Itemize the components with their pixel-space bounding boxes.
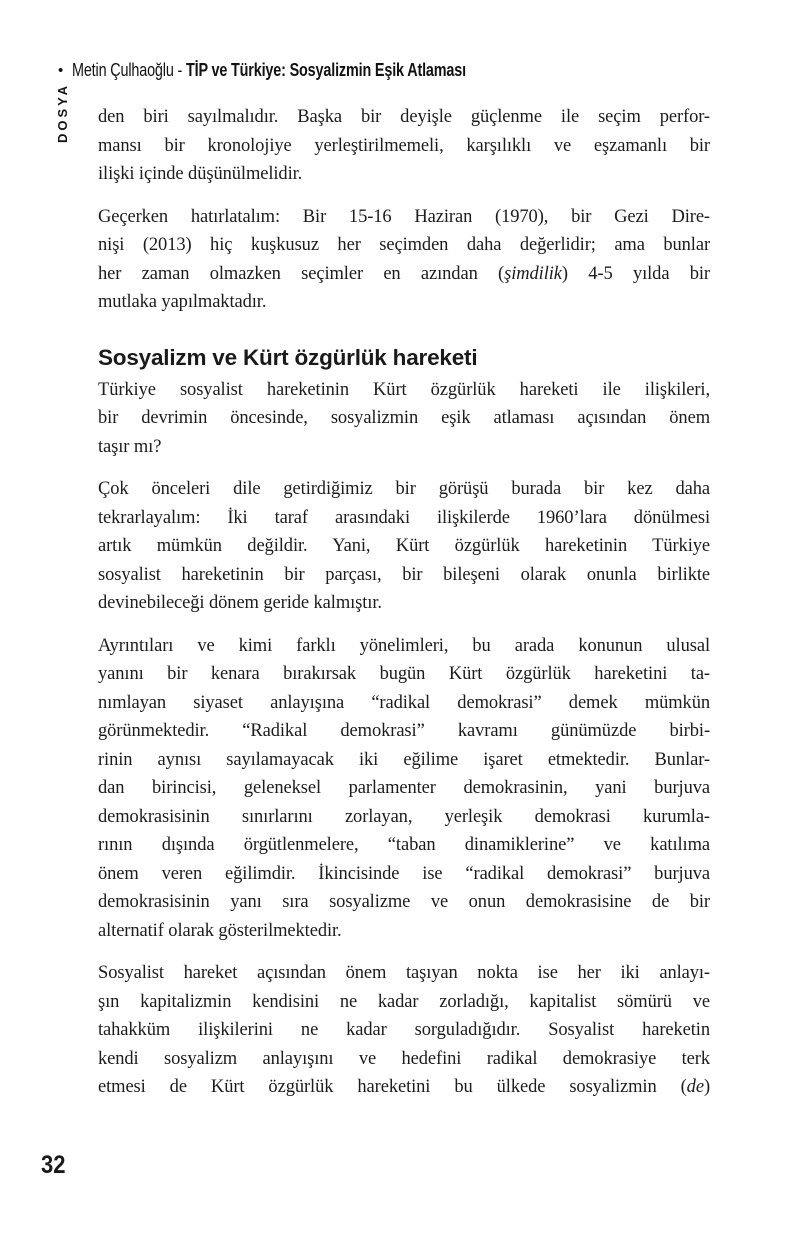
- text-line: görünmektedir. “Radikal demokrasi” kavramı günümüzde birbi-: [98, 721, 710, 741]
- running-header: [58, 61, 565, 80]
- text-line: Geçerken hatırlatalım: Bir 15-16 Haziran (1970), bir Gezi Dire-: [98, 206, 710, 227]
- paragraph-1: [98, 103, 710, 189]
- text-line: etmesi de Kürt özgürlük hareketini bu ülkede sosyalizmin (de): [98, 1077, 710, 1097]
- text-line: demokrasisinin yanı sıra sosyalizme ve onun demokrasisine de bir: [98, 892, 710, 912]
- text-line: şın kapitalizmin kendisini ne kadar zorladığı, kapitalist sömürü ve: [98, 991, 710, 1012]
- text-line: Türkiye sosyalist hareketinin Kürt özgürlük hareketi ile ilişkileri,: [98, 379, 710, 400]
- text-line: rının dışında örgütlenmelere, “taban dinamiklerine” ve katılıma: [98, 835, 710, 855]
- text-line: alternatif olarak gösterilmektedir.: [98, 920, 342, 941]
- text-line: ilişki içinde düşünülmelidir.: [98, 164, 303, 184]
- text-line: bir devrimin öncesinde, sosyalizmin eşik atlaması açısından önem: [98, 408, 710, 428]
- text-line: dan birincisi, geleneksel parlamenter demokrasinin, yani burjuva: [98, 778, 710, 798]
- paragraph-4: [98, 376, 710, 462]
- text-line: Çok önceleri dile getirdiğimiz bir görüşü burada bir kez daha: [98, 479, 710, 499]
- text-line: artık mümkün değildir. Yani, Kürt özgürlük hareketinin Türkiye: [98, 536, 710, 556]
- text-line: her zaman olmazken seçimler en azından (şimdilik) 4-5 yılda bir: [98, 263, 710, 284]
- paragraph-7: [98, 959, 710, 1102]
- paragraph-2: [98, 203, 710, 317]
- text-line: Sosyalist hareket açısından önem taşıyan nokta ise her iki anlayı-: [98, 963, 710, 983]
- text-line: den biri sayılmalıdır. Başka bir deyişle güçlenme ile seçim perfor-: [98, 107, 710, 127]
- text-line: tekrarlayalım: İki taraf arasındaki ilişkilerde 1960’lara dönülmesi: [98, 507, 710, 528]
- section-heading: Sosyalizm ve Kürt özgürlük hareketi: [98, 344, 478, 370]
- text-line: nımlayan siyaset anlayışına “radikal demokrasi” demek mümkün: [98, 692, 710, 713]
- text-line: önem veren eğilimdir. İkincisinde ise “radikal demokrasi” burjuva: [98, 863, 710, 884]
- text-line: yanını bir kenara bırakırsak bugün Kürt özgürlük hareketini ta-: [98, 664, 710, 684]
- body-text: [98, 103, 710, 1116]
- margin-label-dosya: DOSYA: [55, 82, 70, 143]
- text-line: kendi sosyalizm anlayışını ve hedefini radikal demokrasiye terk: [98, 1048, 710, 1069]
- header-author: Metin Çulhaoğlu -: [72, 60, 187, 80]
- text-line: tahakküm ilişkilerini ne kadar sorguladığıdır. Sosyalist hareketin: [98, 1020, 710, 1040]
- text-line: mutlaka yapılmaktadır.: [98, 292, 267, 312]
- text-line: taşır mı?: [98, 436, 162, 457]
- text-line: mansı bir kronolojiye yerleştirilmemeli, karşılıklı ve eşzamanlı bir: [98, 135, 710, 156]
- paragraph-6: [98, 632, 710, 946]
- paragraph-5: [98, 475, 710, 618]
- bullet-icon: •: [58, 62, 64, 79]
- text-line: demokrasisinin sınırlarını zorlayan, yerleşik demokrasi kurumla-: [98, 806, 710, 827]
- text-line: Ayrıntıları ve kimi farklı yönelimleri, bu arada konunun ulusal: [98, 635, 710, 656]
- text-line: sosyalist hareketinin bir parçası, bir bileşeni olarak onunla birlikte: [98, 564, 710, 585]
- text-line: nişi (2013) hiç kuşkusuz her seçimden daha değerlidir; ama bunlar: [98, 235, 710, 255]
- header-book-title: TİP ve Türkiye: Sosyalizmin Eşik Atlaması: [186, 60, 467, 80]
- text-line: rinin aynısı sayılamayacak iki eğilime işaret etmektedir. Bunlar-: [98, 749, 710, 770]
- text-line: devinebileceği dönem geride kalmıştır.: [98, 593, 382, 613]
- page-number: 32: [41, 1151, 66, 1179]
